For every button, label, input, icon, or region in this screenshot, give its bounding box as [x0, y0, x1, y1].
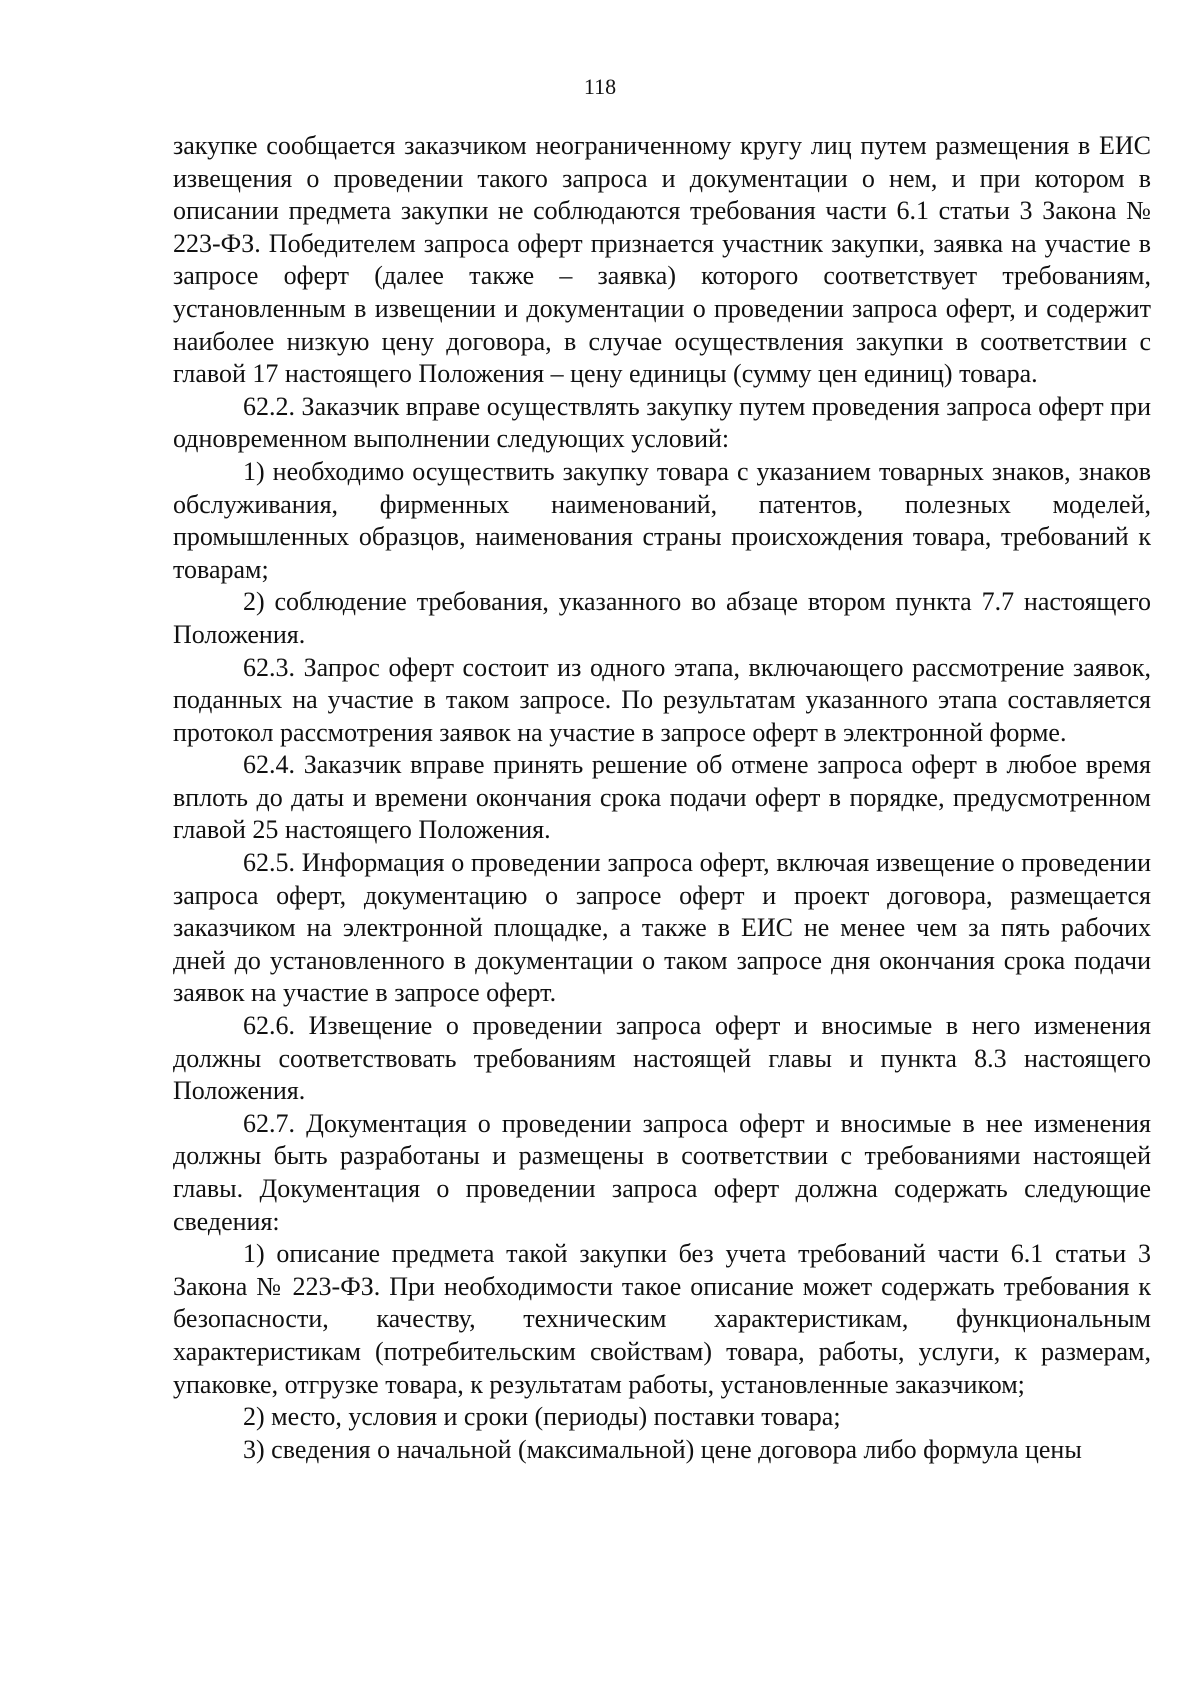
list-item-62-7-1: 1) описание предмета такой закупки без учета требований части 6.1 статьи 3 Закона № 223-ФЗ. При необходимости такое описание может содержать требования к безопасности, качеству, техническим характеристикам, функциональным характеристикам (потребительским свойствам) товара, работы, услуги, к размерам, упаковке, отгрузке товара, к результатам работы, установленные заказчиком; — [173, 1239, 1151, 1399]
paragraph-62-4: 62.4. Заказчик вправе принять решение об отмене запроса оферт в любое время вплоть до даты и времени окончания срока подачи оферт в порядке, предусмотренном главой 25 настоящего Положения. — [173, 750, 1151, 845]
paragraph-62-7: 62.7. Документация о проведении запроса оферт и вносимые в нее изменения должны быть разработаны и размещены в соответствии с требованиями настоящей главы. Документация о проведении запроса оферт должна содержать следующие сведения: — [173, 1108, 1151, 1236]
list-item-62-2-2: 2) соблюдение требования, указанного во абзаце втором пункта 7.7 настоящего Положения. — [173, 587, 1151, 649]
paragraph-62-6: 62.6. Извещение о проведении запроса оферт и вносимые в него изменения должны соответствовать требованиям настоящей главы и пункта 8.3 настоящего Положения. — [173, 1011, 1151, 1106]
paragraph-62-3: 62.3. Запрос оферт состоит из одного этапа, включающего рассмотрение заявок, поданных на участие в таком запросе. По результатам указанного этапа составляется протокол рассмотрения заявок на участие в запросе оферт в электронной форме. — [173, 652, 1151, 747]
paragraph-62-2: 62.2. Заказчик вправе осуществлять закупку путем проведения запроса оферт при одновременном выполнении следующих условий: — [173, 391, 1151, 454]
paragraph-62-5: 62.5. Информация о проведении запроса оферт, включая извещение о проведении запроса оферт, документацию о запросе оферт и проект договора, размещается заказчиком на электронной площадке, а также в ЕИС не менее чем за пять рабочих дней до установленного в документации о таком запросе дня окончания срока подачи заявок на участие в запросе оферт. — [173, 848, 1151, 1008]
list-item-62-7-2: 2) место, условия и сроки (периоды) поставки товара; — [243, 1402, 841, 1432]
paragraph-continuation: закупке сообщается заказчиком неограниченному кругу лиц путем размещения в ЕИС извещения о проведении такого запроса и документации о нем, и при котором в описании предмета закупки не соблюдаются требования части 6.1 статьи 3 Закона № 223-ФЗ. Победителем запроса оферт признается участник закупки, заявка на участие в запросе оферт (далее также – заявка) которого соответствует требованиям, установленным в извещении и документации о проведении запроса оферт, и содержит наиболее низкую цену договора, в случае осуществления закупки в соответствии с главой 17 настоящего Положения – цену единицы (сумму цен единиц) товара. — [173, 131, 1151, 389]
list-item-62-7-3: 3) сведения о начальной (максимальной) цене договора либо формула цены — [243, 1434, 1082, 1464]
document-body — [173, 130, 1151, 1466]
list-item-62-2-1: 1) необходимо осуществить закупку товара с указанием товарных знаков, знаков обслуживания, фирменных наименований, патентов, полезных моделей, промышленных образцов, наименования страны происхождения товара, требований к товарам; — [173, 456, 1151, 584]
page-number: 118 — [583, 74, 617, 99]
